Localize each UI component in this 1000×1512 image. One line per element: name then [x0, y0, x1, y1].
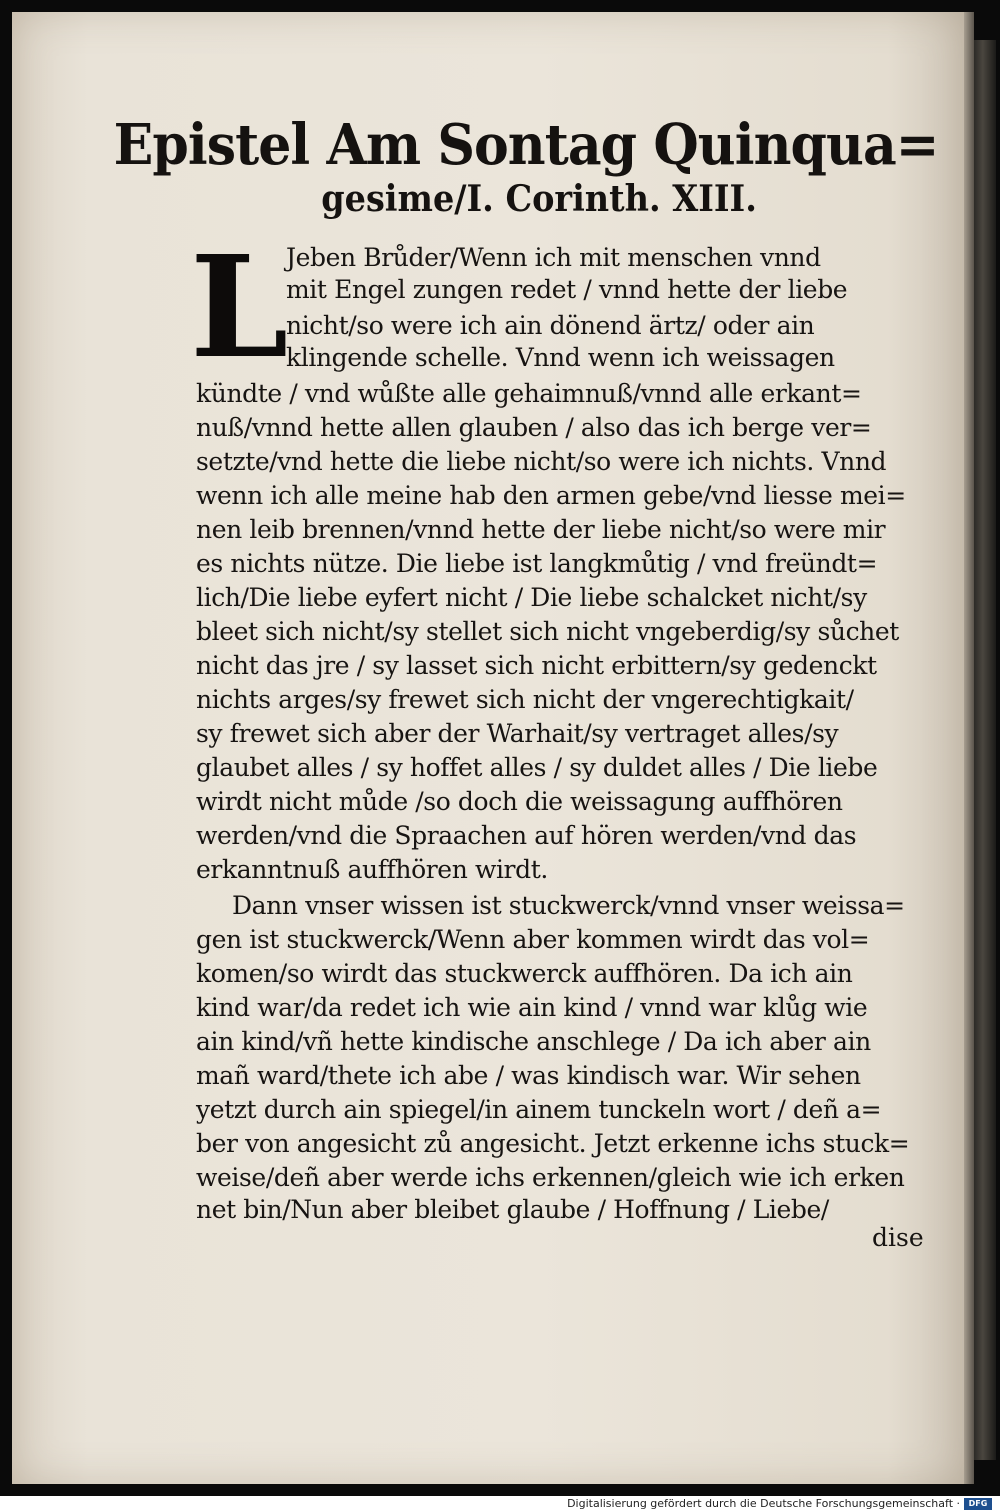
text-line: kündte / vnd wůßte alle gehaimnuß/vnnd alle erkant= [196, 379, 862, 408]
text-line: erkanntnuß auffhören wirdt. [196, 855, 548, 884]
text-line: lich/Die liebe eyfert nicht / Die liebe schalcket nicht/sy [196, 583, 867, 612]
text-line: mañ ward/thete ich abe / was kindisch war. Wir sehen [196, 1061, 861, 1090]
text-line: Dann vnser wissen ist stuckwerck/vnnd vnser weissa= [232, 891, 905, 920]
text-line: Jeben Brůder/Wenn ich mit menschen vnnd [286, 243, 821, 272]
text-line: nicht/so were ich ain dönend ärtz/ oder ain [286, 311, 815, 340]
text-line: wirdt nicht můde /so doch die weissagung auffhören [196, 787, 843, 816]
text-line: weise/deñ aber werde ichs erkennen/gleich wie ich erken [196, 1163, 905, 1192]
page-fold-shadow [964, 12, 974, 1484]
text-line: wenn ich alle meine hab den armen gebe/vnd liesse mei= [196, 481, 906, 510]
text-line: gen ist stuckwerck/Wenn aber kommen wirdt das vol= [196, 925, 870, 954]
footer-credit: Digitalisierung gefördert durch die Deutsche Forschungsgemeinschaft · [567, 1497, 960, 1510]
text-line: yetzt durch ain spiegel/in ainem tunckeln wort / deñ a= [196, 1095, 882, 1124]
text-line: nichts arges/sy frewet sich nicht der vngerechtigkait/ [196, 685, 854, 714]
dfg-logo-icon[interactable]: DFG [964, 1498, 992, 1510]
page-title-line-2: gesime/I. Corinth. XIII. [321, 178, 757, 220]
text-line: bleet sich nicht/sy stellet sich nicht vngeberdig/sy sůchet [196, 617, 899, 646]
text-line: glaubet alles / sy hoffet alles / sy duldet alles / Die liebe [196, 753, 878, 782]
page-title-line-1: Epistel Am Sontag Quinqua= [113, 112, 939, 178]
text-line: nen leib brennen/vnnd hette der liebe nicht/so were mir [196, 515, 886, 544]
text-line: komen/so wirdt das stuckwerck auffhören. Da ich ain [196, 959, 853, 988]
text-line: setzte/vnd hette die liebe nicht/so were ich nichts. Vnnd [196, 447, 887, 476]
text-line: nuß/vnnd hette allen glauben / also das ich berge ver= [196, 413, 872, 442]
catchword: dise [872, 1223, 924, 1252]
text-line: es nichts nütze. Die liebe ist langkmůtig / vnd freündt= [196, 549, 878, 578]
text-line: werden/vnd die Spraachen auf hören werden/vnd das [196, 821, 857, 850]
text-line: nicht das jre / sy lasset sich nicht erbittern/sy gedenckt [196, 651, 877, 680]
text-line: net bin/Nun aber bleibet glaube / Hoffnung / Liebe/ [196, 1195, 829, 1224]
text-line: kind war/da redet ich wie ain kind / vnnd war klůg wie [196, 993, 868, 1022]
text-line: mit Engel zungen redet / vnnd hette der liebe [286, 275, 848, 304]
text-line: ain kind/vñ hette kindische anschlege / Da ich aber ain [196, 1027, 871, 1056]
text-line: sy frewet sich aber der Warhait/sy vertraget alles/sy [196, 719, 839, 748]
decorated-initial: L [190, 226, 289, 390]
book-edge [974, 40, 996, 1460]
text-line: klingende schelle. Vnnd wenn ich weissagen [286, 343, 835, 372]
text-line: ber von angesicht zů angesicht. Jetzt erkenne ichs stuck= [196, 1129, 910, 1158]
